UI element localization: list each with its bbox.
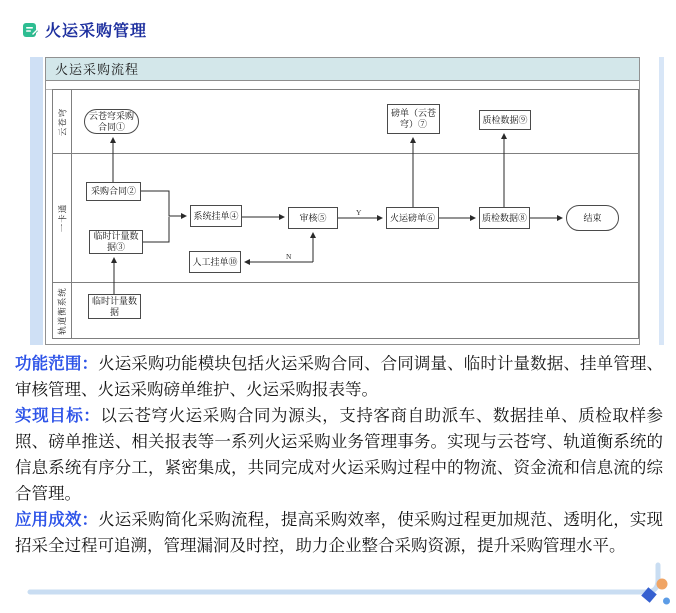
flow-node-end: 结束	[566, 205, 619, 231]
circle-decor	[657, 579, 668, 590]
left-frame-strip	[30, 57, 43, 345]
lane-onecard-label: 一卡通	[57, 203, 68, 233]
doc-body	[15, 351, 663, 559]
flow-node-quality-data-9: 质检数据⑨	[479, 110, 531, 130]
lane-cloud-label: 云苍穹	[57, 107, 68, 136]
document-edit-icon	[22, 22, 38, 38]
flow-node-manual-listing: 人工挂单⑩	[189, 251, 241, 273]
page-title: 火运采购管理	[45, 23, 148, 40]
section-effect	[15, 507, 663, 559]
flow-node-rail-weigh-note: 火运磅单⑥	[386, 207, 439, 229]
diamond-decor	[641, 587, 656, 602]
section-effect-text: 火运采购简化采购流程，提高采购效率，使采购过程更加规范、透明化，实现招采全过程可追溯，管理漏洞及时控，助力企业整合采购资源，提升采购管理水平。	[15, 511, 664, 555]
lane-trackscale-header	[53, 283, 72, 338]
section-goal	[15, 403, 663, 507]
section-effect-label: 应用成效：	[15, 511, 99, 529]
edge-label-no: N	[286, 252, 292, 261]
lane-cloud	[53, 90, 638, 154]
edge-label-yes: Y	[356, 208, 362, 217]
flow-node-cloud-contract: 云苍穹采购合同①	[84, 109, 139, 134]
right-frame-strip	[659, 57, 664, 345]
section-goal-label: 实现目标：	[15, 407, 101, 425]
flow-node-system-listing: 系统挂单④	[190, 205, 242, 227]
bottom-corner-decor	[0, 555, 676, 613]
dot-decor	[663, 598, 670, 605]
flow-node-quality-data-8: 质检数据⑧	[479, 207, 530, 229]
flow-node-temp-measure-3: 临时计量数据③	[89, 230, 143, 254]
lane-cloud-header	[53, 90, 72, 153]
flow-node-weigh-note-cloud: 磅单（云苍穹）⑦	[387, 104, 440, 134]
flow-node-temp-measure-raw: 临时计量数据	[88, 294, 141, 319]
section-goal-text: 以云苍穹火运采购合同为源头，支持客商自助派车、数据挂单、质检取样参照、磅单推送、相关报表等一系列火运采购业务管理事务。实现与云苍穹、轨道衡系统的信息系统有序分工，紧密集成，共同完成对火运采购过程中的物流、资金流和信息流的综合管理。	[15, 407, 664, 503]
flow-node-audit: 审核⑤	[288, 207, 338, 229]
corner-frame-line	[30, 565, 658, 592]
section-scope	[15, 351, 663, 403]
lane-onecard-header	[53, 154, 72, 282]
flow-node-purchase-contract: 采购合同②	[86, 182, 141, 201]
section-scope-label: 功能范围：	[15, 355, 99, 373]
section-scope-text: 火运采购功能模块包括火运采购合同、合同调量、临时计量数据、挂单管理、审核管理、火运采购磅单维护、火运采购报表等。	[15, 355, 664, 399]
lane-onecard	[53, 154, 638, 283]
flowchart-title: 火运采购流程	[46, 58, 639, 81]
page-header	[22, 18, 147, 41]
flowchart	[45, 57, 640, 345]
lane-trackscale-label: 轨道衡系统	[57, 286, 68, 335]
